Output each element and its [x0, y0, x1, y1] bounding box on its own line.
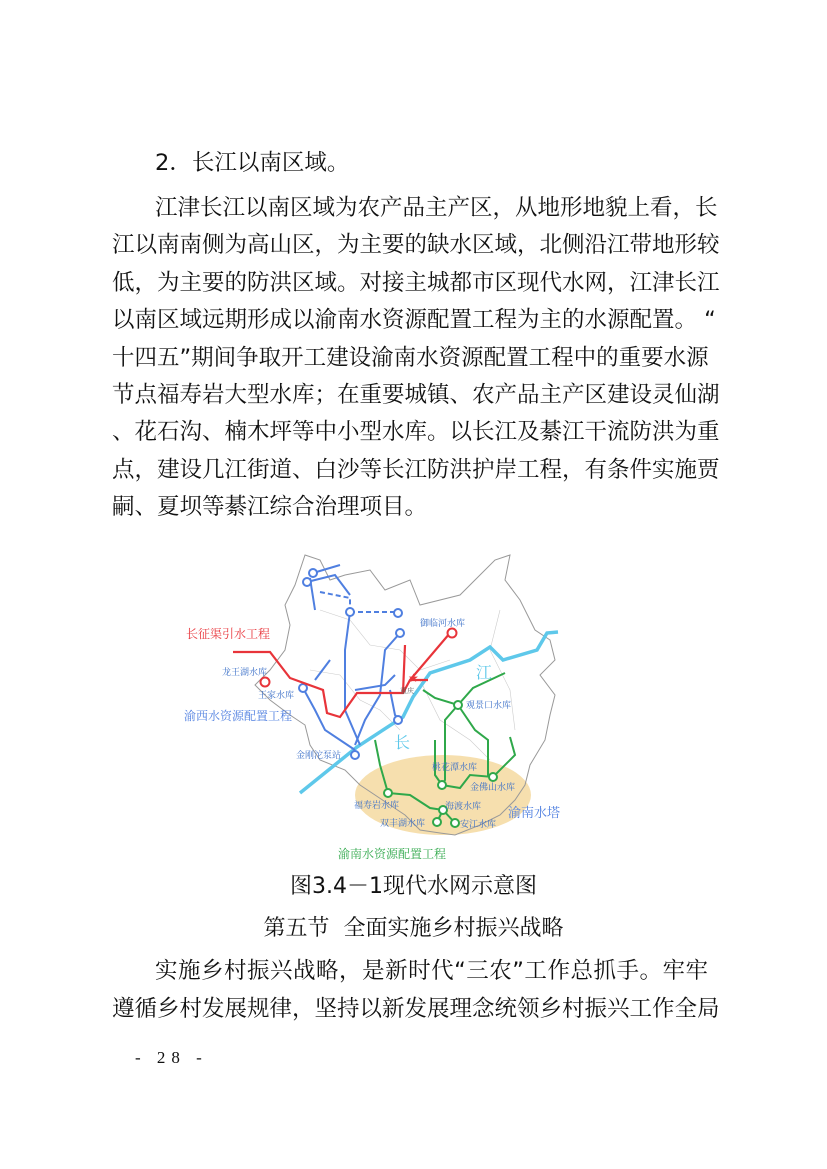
- label-longwanghu: 龙王湖水库: [222, 668, 268, 678]
- label-changzheng: 长征渠引水工程: [186, 627, 271, 641]
- label-river-chang: 长: [394, 733, 411, 752]
- paragraph-line: 遵循乡村发展规律，坚持以新发展理念统领乡村振兴工作全局: [112, 996, 720, 1022]
- label-fushouyan: 福寿岩水库: [354, 801, 400, 811]
- label-taohuatan: 桃花潭水库: [432, 763, 478, 773]
- yuxi-network: [303, 565, 400, 750]
- label-river-jiang: 江: [476, 663, 493, 682]
- paragraph-line: 嗣、夏坝等綦江综合治理项目。: [112, 494, 428, 520]
- reservoir-marker: [261, 678, 270, 687]
- pump-station-icons: [299, 569, 404, 759]
- reservoir-marker: [448, 629, 457, 638]
- page-number: - 28 -: [135, 1048, 208, 1067]
- water-network-map: [170, 550, 590, 870]
- chongqing-star-icon: ★: [408, 671, 419, 685]
- paragraph-line: 江以南南侧为高山区，为主要的缺水区域，北侧沿江带地形较: [112, 232, 720, 258]
- label-haidu: 海渡水库: [445, 802, 482, 812]
- label-wangjia: 王家水库: [258, 691, 295, 701]
- label-yuxi: 渝西水资源配置工程: [184, 709, 293, 723]
- label-chongqing: 重庆: [400, 687, 414, 695]
- paragraph-line: 节点福寿岩大型水库；在重要城镇、农产品主产区建设灵仙湖: [112, 382, 720, 408]
- label-yunan-tower: 渝南水塔: [508, 806, 561, 821]
- label-jinfoshan: 金佛山水库: [470, 783, 516, 793]
- paragraph-line: 十四五”期间争取开工建设渝南水资源配置工程中的重要水源: [112, 345, 709, 371]
- label-shuangfenghu: 双丰湖水库: [380, 819, 426, 829]
- section-title: 第五节 全面实施乡村振兴战略: [263, 916, 564, 941]
- paragraph-line: 以南区域远期形成以渝南水资源配置工程为主的水源配置。 “: [112, 307, 716, 333]
- paragraph-line: 低，为主要的防洪区域。对接主城都市区现代水网，江津长江: [112, 270, 720, 296]
- label-yunan: 渝南水资源配置工程: [338, 847, 447, 861]
- paragraph-line: 江津长江以南区域为农产品主产区，从地形地貌上看，长: [155, 195, 718, 221]
- label-yulinhe: 御临河水库: [420, 619, 466, 629]
- paragraph-line: 、花石沟、楠木坪等中小型水库。以长江及綦江干流防洪为重: [112, 419, 720, 445]
- label-guanjingkou: 观景口水库: [466, 701, 512, 711]
- paragraph-line: 点，建设几江街道、白沙等长江防洪护岸工程，有条件实施贾: [112, 457, 720, 483]
- figure-caption: 图3.4－1现代水网示意图: [290, 874, 537, 899]
- section-heading: 2．长江以南区域。: [155, 150, 350, 176]
- paragraph-line: 实施乡村振兴战略，是新时代“三农”工作总抓手。牢牢: [155, 958, 708, 984]
- label-jingangtuo: 金刚沱泵站: [296, 751, 342, 761]
- label-anjiang: 安江水库: [460, 820, 497, 830]
